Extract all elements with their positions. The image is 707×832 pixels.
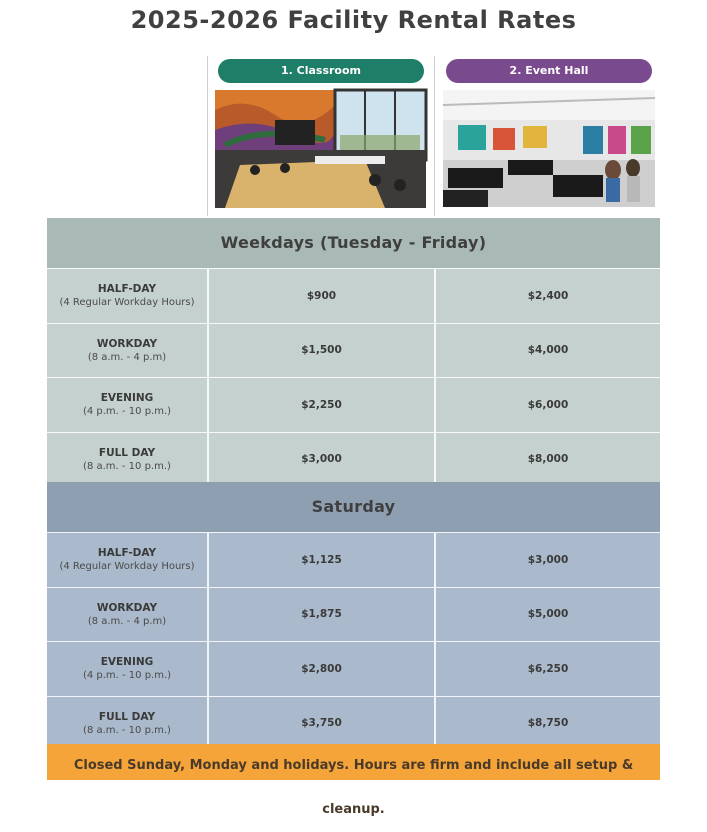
- rate-name: FULL DAY: [98, 710, 156, 723]
- page-title: 2025-2026 Facility Rental Rates: [130, 6, 577, 34]
- rate-hours: (8 a.m. - 10 p.m.): [83, 460, 171, 472]
- classroom-price: $900: [306, 289, 337, 302]
- saturday-header: Saturday: [47, 482, 660, 532]
- rate-name: FULL DAY: [98, 446, 156, 459]
- column-divider: [434, 56, 435, 216]
- rate-type: [47, 269, 209, 323]
- table-row: [47, 377, 660, 432]
- rate-name: HALF-DAY: [97, 547, 157, 560]
- event-hall-price: $2,400: [527, 289, 569, 302]
- classroom-price: $1,500: [301, 344, 342, 357]
- table-row: [47, 323, 660, 378]
- rate-hours: (4 Regular Workday Hours): [59, 561, 195, 573]
- weekdays-section: [47, 218, 660, 486]
- rate-hours: (8 a.m. - 4 p.m): [87, 351, 167, 363]
- rate-hours: (4 p.m. - 10 p.m.): [82, 406, 172, 418]
- event-hall-price: $6,000: [527, 398, 569, 411]
- closure-notice: Closed Sunday, Monday and holidays. Hours are firm and include all setup & cleanup.: [47, 744, 660, 780]
- classroom-price: $3,000: [301, 453, 342, 466]
- event-hall-price: $8,750: [527, 717, 569, 730]
- table-row: [47, 641, 660, 696]
- table-row: [47, 268, 660, 323]
- classroom-price: $2,800: [301, 662, 342, 675]
- weekdays-header: Weekdays (Tuesday - Friday): [47, 218, 660, 268]
- rate-hours: (4 p.m. - 10 p.m.): [82, 670, 172, 682]
- column-divider: [207, 56, 208, 216]
- event-hall-price: $4,000: [527, 344, 569, 357]
- rate-hours: (8 a.m. - 4 p.m): [87, 615, 167, 627]
- classroom-price: $1,875: [301, 608, 342, 621]
- classroom-price: $1,125: [301, 553, 342, 566]
- event-hall-price: $5,000: [527, 608, 569, 621]
- classroom-label: 1. Classroom: [218, 59, 424, 83]
- event-hall-label: 2. Event Hall: [446, 59, 652, 83]
- rate-type: [47, 642, 209, 696]
- rate-name: WORKDAY: [96, 601, 158, 614]
- table-row: [47, 532, 660, 587]
- rate-hours: (4 Regular Workday Hours): [59, 297, 195, 309]
- rate-type: [47, 378, 209, 432]
- rate-hours: (8 a.m. - 10 p.m.): [83, 724, 171, 736]
- table-row: [47, 587, 660, 642]
- event-hall-photo: [443, 90, 655, 207]
- rate-type: [47, 697, 209, 751]
- rate-name: WORKDAY: [96, 337, 158, 350]
- rate-name: HALF-DAY: [97, 283, 157, 296]
- rate-type: [47, 533, 209, 587]
- event-hall-price: $8,000: [527, 453, 569, 466]
- classroom-price: $2,250: [301, 398, 342, 411]
- classroom-photo: [215, 90, 426, 208]
- rate-type: [47, 324, 209, 378]
- event-hall-price: $3,000: [527, 553, 569, 566]
- event-hall-price: $6,250: [527, 662, 569, 675]
- rate-name: EVENING: [100, 656, 154, 669]
- classroom-price: $3,750: [301, 717, 342, 730]
- table-row: [47, 432, 660, 487]
- rate-name: EVENING: [100, 392, 154, 405]
- saturday-section: [47, 482, 660, 750]
- rate-type: [47, 588, 209, 642]
- table-row: [47, 696, 660, 751]
- rate-type: [47, 433, 209, 487]
